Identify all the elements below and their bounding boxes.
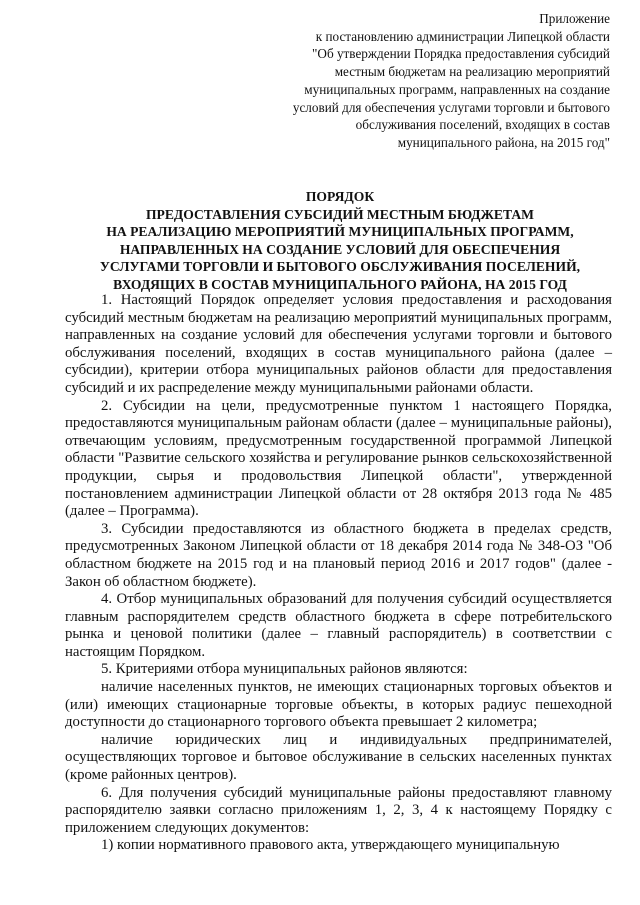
document-title [60,188,620,294]
appendix-line: муниципального района, на 2015 год" [397,134,610,150]
paragraph-2: 2. Субсидии на цели, предусмотренные пунктом 1 настоящего Порядка, предоставляются муниципальным районам области (далее – муниципальные районы), отвечающим условиям, предусмотренным государственной программой Липецкой области "Развитие сельского хозяйства и регулирование рынков сельскохозяйственной продукции, сырья и продовольствия Липецкой области", утвержденной постановлением администрации Липецкой области от 28 октября 2013 года № 485 (далее – Программа). [65,397,612,520]
title-line: ВХОДЯЩИХ В СОСТАВ МУНИЦИПАЛЬНОГО РАЙОНА, НА 2015 ГОД [113,276,567,292]
paragraph-3: 3. Субсидии предоставляются из областного бюджета в пределах средств, предусмотренных Законом Липецкой области от 18 декабря 2014 года № 348-ОЗ "Об областном бюджете на 2015 год и на плановый период 2016 и 2017 годов" (далее - Закон об областном бюджете). [65,520,612,590]
title-line: НА РЕАЛИЗАЦИЮ МЕРОПРИЯТИЙ МУНИЦИПАЛЬНЫХ ПРОГРАММ, [106,224,574,240]
paragraph-6-item-1: 1) копии нормативного правового акта, утверждающего муниципальную [101,837,560,854]
appendix-line: обслуживания поселений, входящих в состав [355,117,610,133]
paragraph-5: 5. Критериями отбора муниципальных районов являются: [101,661,468,678]
appendix-line: муниципальных программ, направленных на создание [304,81,610,97]
title-line: ПОРЯДОК [305,189,375,204]
appendix-line: к постановлению администрации Липецкой области [315,28,610,44]
paragraph-5-criterion-1: наличие населенных пунктов, не имеющих стационарных торговых объектов и (или) имеющих стационарные торговые объекты, в которых радиус пешеходной доступности до стационарного торгового объекта превышает 2 километра; [65,679,612,731]
appendix-line: местным бюджетам на реализацию мероприятий [334,64,610,80]
title-line: НАПРАВЛЕННЫХ НА СОЗДАНИЕ УСЛОВИЙ ДЛЯ ОБЕСПЕЧЕНИЯ [119,241,561,257]
appendix-line: "Об утверждении Порядка предоставления субсидий [312,46,610,62]
appendix-header [290,10,610,152]
paragraph-5-criterion-2: наличие юридических лиц и индивидуальных предпринимателей, осуществляющих торговое и бытовое обслуживание в сельских населенных пунктах (кроме районных центров). [65,731,612,784]
title-line: ПРЕДОСТАВЛЕНИЯ СУБСИДИЙ МЕСТНЫМ БЮДЖЕТАМ [145,206,535,222]
appendix-line: Приложение [539,11,610,26]
paragraph-4: 4. Отбор муниципальных образований для получения субсидий осуществляется главным распорядителем средств областного бюджета в сфере потребительского рынка и ценовой политики (далее – главный распорядитель) в соответствии с настоящим Порядком. [65,591,612,660]
document-body [65,292,612,855]
paragraph-6: 6. Для получения субсидий муниципальные районы предоставляют главному распорядителю заявки согласно приложениям 1, 2, 3, 4 к настоящему Порядку с приложением следующих документов: [65,784,612,836]
appendix-line: условий для обеспечения услугами торговли и бытового [292,99,610,115]
paragraph-1: 1. Настоящий Порядок определяет условия предоставления и расходования субсидий местным бюджетам на реализацию мероприятий муниципальных программ, направленных на создание условий для обеспечения услугами торговли и бытового обслуживания поселений, входящих в состав муниципального района (далее – субсидии), критерии отбора муниципальных районов области для предоставления субсидий и их распределение между муниципальными районами области. [65,292,612,396]
title-line: УСЛУГАМИ ТОРГОВЛИ И БЫТОВОГО ОБСЛУЖИВАНИЯ ПОСЕЛЕНИЙ, [99,259,581,275]
